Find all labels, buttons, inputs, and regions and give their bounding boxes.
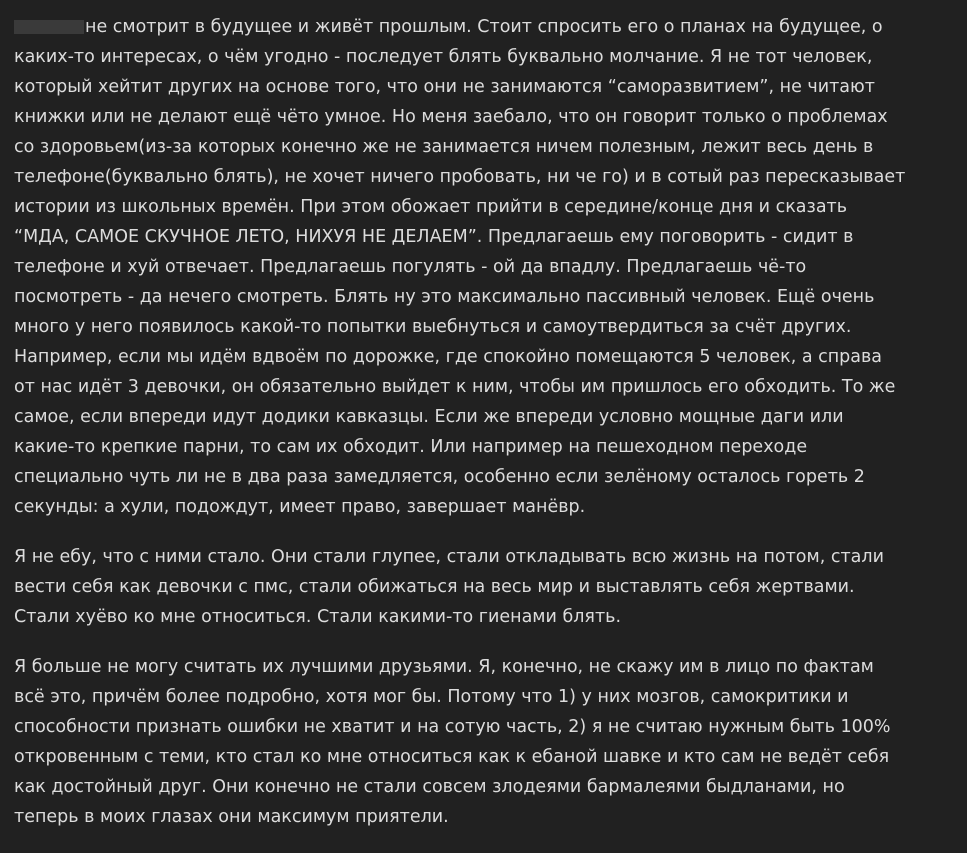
post-text xyxy=(14,12,954,852)
text-line: много у него появилось какой-то попытки выебнуться и самоутвердиться за счёт других. xyxy=(14,317,852,337)
text-line xyxy=(14,12,954,42)
text-line: секунды: а хули, подождут, имеет право, завершает манёвр. xyxy=(14,497,586,517)
text-line: от нас идёт 3 девочки, он обязательно выйдет к ним, чтобы им пришлось его обходить. То же xyxy=(14,377,896,397)
text-line: книжки или не делают ещё чёто умное. Но меня заебало, что он говорит только о проблемах xyxy=(14,107,888,127)
text-line: всё это, причём более подробно, хотя мог бы. Потому что 1) у них мозгов, самокритики и xyxy=(14,687,849,707)
text-line-content: не смотрит в будущее и живёт прошлым. Стоит спросить его о планах на будущее, о xyxy=(85,17,883,37)
text-line: самое, если впереди идут додики кавказцы. Если же впереди условно мощные даги или xyxy=(14,407,844,427)
text-line: “МДА, САМОЕ СКУЧНОЕ ЛЕТО, НИХУЯ НЕ ДЕЛАЕМ”. Предлагаешь ему поговорить - сидит в xyxy=(14,227,854,247)
text-line: истории из школьных времён. При этом обожает прийти в середине/конце дня и сказать xyxy=(14,197,848,217)
text-line: вести себя как девочки с пмс, стали обижаться на весь мир и выставлять себя жертвами. xyxy=(14,577,855,597)
text-line: каких-то интересах, о чём угодно - последует блять буквально молчание. Я не тот человек, xyxy=(14,47,873,67)
text-line: откровенным с теми, кто стал ко мне относиться как к ебаной шавке и кто сам не ведёт себя xyxy=(14,747,890,767)
redacted-name xyxy=(14,20,84,34)
text-line: Я больше не могу считать их лучшими друзьями. Я, конечно, не скажу им в лицо по фактам xyxy=(14,657,874,677)
text-line: какие-то крепкие парни, то сам их обходит. Или например на пешеходном переходе xyxy=(14,437,808,457)
text-line: теперь в моих глазах они максимум приятели. xyxy=(14,807,449,827)
text-line: который хейтит других на основе того, что они не занимаются “саморазвитием”, не читают xyxy=(14,77,875,97)
text-line: Я не ебу, что с ними стало. Они стали глупее, стали откладывать всю жизнь на потом, стали xyxy=(14,547,884,567)
paragraph-3 xyxy=(14,652,954,832)
paragraph-2 xyxy=(14,542,954,632)
text-line: Например, если мы идём вдвоём по дорожке, где спокойно помещаются 5 человек, а справа xyxy=(14,347,883,367)
text-line: телефоне(буквально блять), не хочет ничего пробовать, ни че го) и в сотый раз пересказывает xyxy=(14,167,906,187)
text-line: телефоне и хуй отвечает. Предлагаешь погулять - ой да впадлу. Предлагаешь чё-то xyxy=(14,257,807,277)
text-line: Стали хуёво ко мне относиться. Стали какими-то гиенами блять. xyxy=(14,607,622,627)
text-line: как достойный друг. Они конечно не стали совсем злодеями бармалеями быдланами, но xyxy=(14,777,845,797)
text-line: специально чуть ли не в два раза замедляется, особенно если зелёному осталось гореть 2 xyxy=(14,467,865,487)
text-line: посмотреть - да нечего смотреть. Блять ну это максимально пассивный человек. Ещё очень xyxy=(14,287,875,307)
text-line: способности признать ошибки не хватит и на сотую часть, 2) я не считаю нужным быть 100% xyxy=(14,717,891,737)
text-line: со здоровьем(из-за которых конечно же не занимается ничем полезным, лежит весь день в xyxy=(14,137,874,157)
paragraph-1 xyxy=(14,12,954,522)
